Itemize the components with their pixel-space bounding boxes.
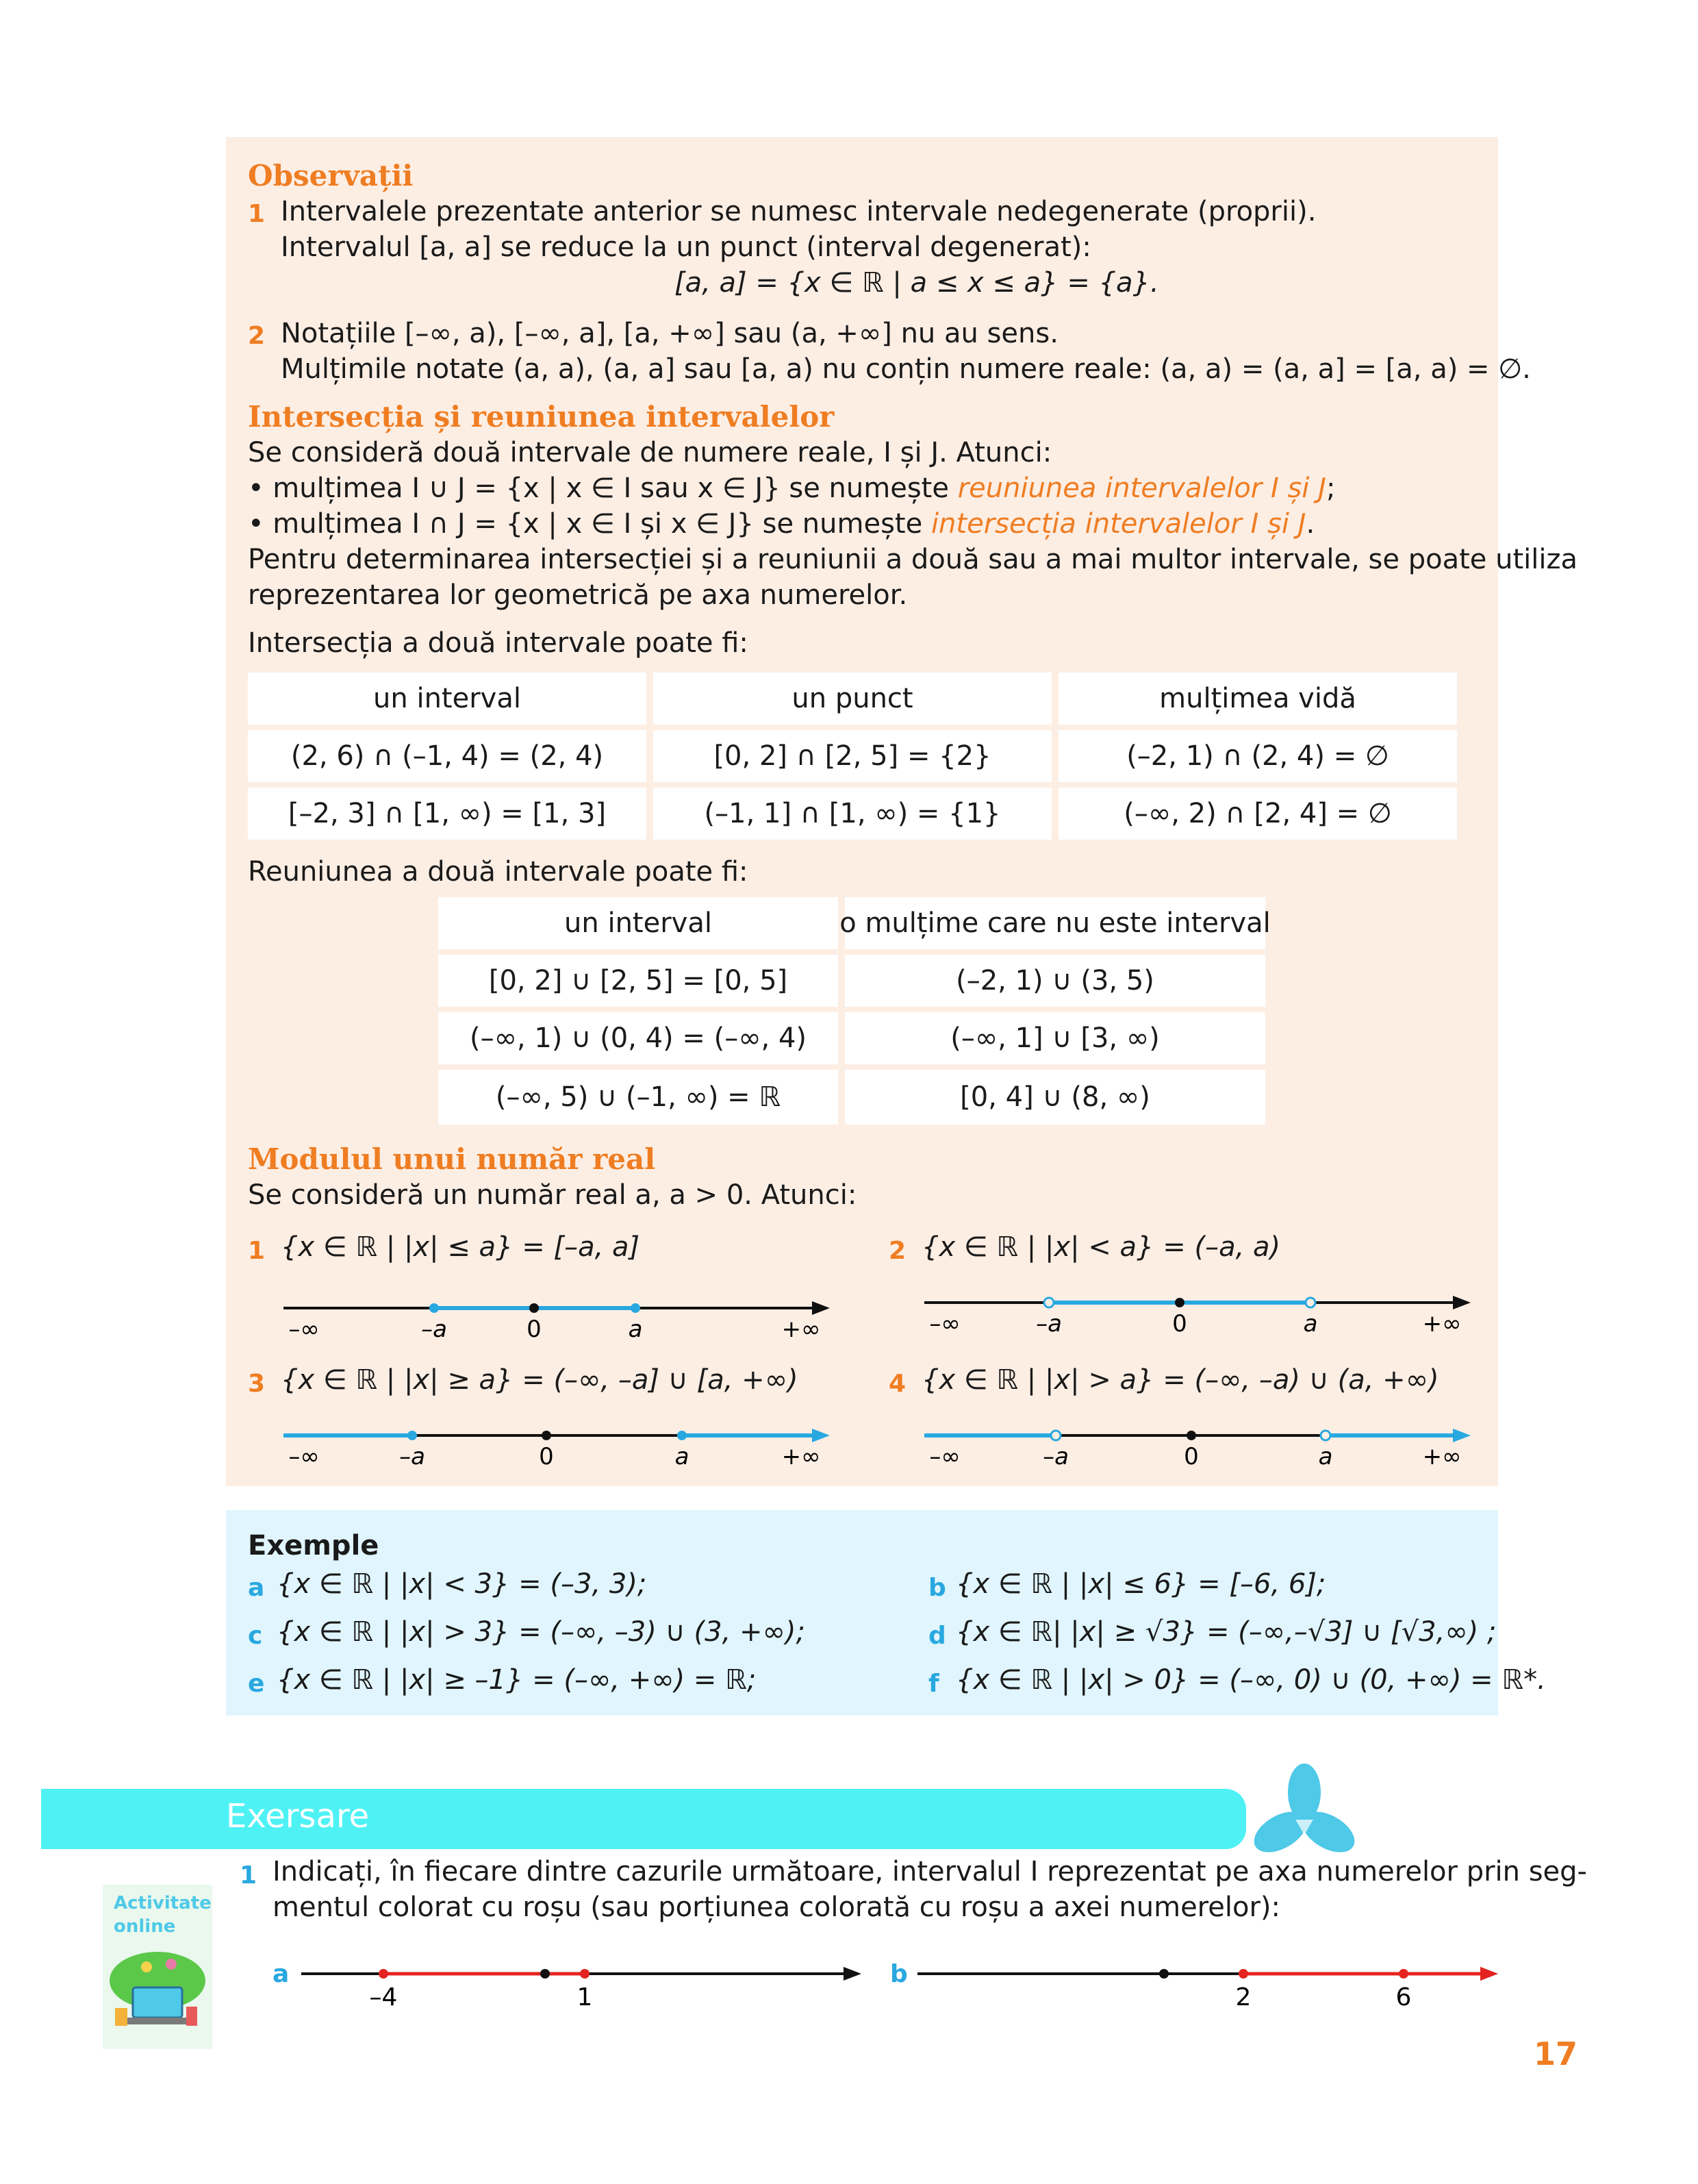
bullet-union-suffix: ; <box>1326 473 1336 504</box>
axis-label: a <box>1318 1443 1333 1470</box>
bullet-union <box>248 473 1335 504</box>
modulus-formula-4: {x ∈ ℝ | |x| > a} = (–∞, –a) ∪ (a, +∞) <box>922 1364 1439 1396</box>
bullet-union-prefix: • mulțimea I ∪ J = {x | x ∈ I sau x ∈ J} se numește <box>248 473 958 504</box>
axis-label: –∞ <box>288 1443 320 1470</box>
closed-point <box>631 1303 640 1313</box>
zero-point <box>1159 1969 1169 1979</box>
union-header-interval: un interval <box>438 897 838 949</box>
axis-label: a <box>1303 1310 1318 1337</box>
exercise-line-2: mentul colorat cu roșu (sau porțiunea colorată cu roșu a axei numerelor): <box>273 1892 1280 1923</box>
axis-label: a <box>628 1316 643 1342</box>
axis-label: 0 <box>1184 1443 1199 1470</box>
axis-label: –∞ <box>288 1316 320 1342</box>
zero-point <box>540 1969 550 1979</box>
endpoint <box>379 1969 388 1979</box>
example-formula-f: {x ∈ ℝ | |x| > 0} = (–∞, 0) ∪ (0, +∞) = ℝ*. <box>956 1664 1546 1696</box>
open-point <box>1321 1431 1330 1440</box>
exercise-line-a <box>299 1952 867 2013</box>
observations-title: Observații <box>248 159 414 192</box>
axis-label: +∞ <box>1422 1310 1462 1337</box>
intersection-cell: (2, 6) ∩ (–1, 4) = (2, 4) <box>248 730 646 782</box>
intersection-header-point: un punct <box>653 673 1052 725</box>
obs-formula-1: [a, a] = {x ∈ ℝ | a ≤ x ≤ a} = {a}. <box>674 267 1159 299</box>
arrow-head <box>812 1429 830 1442</box>
intersection-cell: (–∞, 2) ∩ [2, 4] = ∅ <box>1059 788 1457 840</box>
intersection-cell: (–2, 1) ∩ (2, 4) = ∅ <box>1059 730 1457 782</box>
online-label-2: online <box>114 1916 176 1937</box>
modulus-num-4: 4 <box>889 1370 907 1398</box>
open-point <box>1044 1298 1054 1307</box>
example-letter-a: a <box>248 1574 265 1602</box>
exercise-header: Exersare <box>226 1797 370 1835</box>
endpoint <box>580 1969 590 1979</box>
modulus-formula-1: {x ∈ ℝ | |x| ≤ a} = [–a, a] <box>281 1231 640 1263</box>
modulus-title: Modulul unui număr real <box>248 1142 656 1176</box>
union-cell: (–2, 1) ∪ (3, 5) <box>845 955 1265 1007</box>
bullet-intersection <box>248 508 1315 540</box>
intersection-title: Intersecția și reuniunea intervalelor <box>248 400 835 434</box>
number-line-2 <box>915 1275 1476 1337</box>
axis-label: 0 <box>539 1443 554 1470</box>
example-formula-b: {x ∈ ℝ | |x| ≤ 6} = [–6, 6]; <box>956 1568 1326 1600</box>
axis-label: 0 <box>1172 1310 1187 1337</box>
closed-point <box>677 1431 687 1440</box>
modulus-num-2: 2 <box>889 1237 907 1265</box>
zero-point <box>1187 1431 1196 1440</box>
modulus-num-1: 1 <box>248 1237 266 1265</box>
intersection-para-2: reprezentarea lor geometrică pe axa numerelor. <box>248 579 908 611</box>
obs-line-1: Intervalele prezentate anterior se numesc intervale nedegenerate (proprii). <box>281 196 1317 227</box>
example-formula-a: {x ∈ ℝ | |x| < 3} = (–3, 3); <box>277 1568 647 1600</box>
zero-point <box>542 1431 551 1440</box>
axis-label: +∞ <box>1422 1443 1462 1470</box>
axis-label: –∞ <box>929 1310 961 1337</box>
bullet-intersection-suffix: . <box>1306 508 1315 540</box>
page-number: 17 <box>1534 2035 1578 2072</box>
exercise-header-bar <box>41 1789 1246 1849</box>
intersection-intro: Se consideră două intervale de numere reale, I și J. Atunci: <box>248 437 1052 468</box>
example-letter-e: e <box>248 1670 265 1698</box>
axis-label: a <box>674 1443 689 1470</box>
closed-point <box>407 1431 417 1440</box>
obs-line-2: Intervalul [a, a] se reduce la un punct (interval degenerat): <box>281 231 1091 263</box>
exercise-number-1: 1 <box>240 1861 257 1890</box>
arrow-head-red <box>1480 1967 1498 1981</box>
union-cell: [0, 4] ∪ (8, ∞) <box>845 1070 1265 1125</box>
intersection-cell: (–1, 1] ∩ [1, ∞) = {1} <box>653 788 1052 840</box>
modulus-formula-3: {x ∈ ℝ | |x| ≥ a} = (–∞, –a] ∪ [a, +∞) <box>281 1364 798 1396</box>
number-line-4 <box>915 1408 1476 1470</box>
closed-point <box>429 1303 439 1313</box>
axis-label: 2 <box>1235 1983 1252 2011</box>
number-line-3 <box>274 1408 835 1470</box>
online-label-1: Activitate <box>114 1893 212 1913</box>
open-point <box>1051 1431 1061 1440</box>
intersection-cell: [0, 2] ∩ [2, 5] = {2} <box>653 730 1052 782</box>
arrow-head <box>1453 1296 1471 1309</box>
modulus-formula-2: {x ∈ ℝ | |x| < a} = (–a, a) <box>922 1231 1281 1263</box>
exercise-a-letter: a <box>273 1960 290 1988</box>
union-cell: (–∞, 1] ∪ [3, ∞) <box>845 1012 1265 1064</box>
union-cell: [0, 2] ∪ [2, 5] = [0, 5] <box>438 955 838 1007</box>
endpoint <box>1239 1969 1248 1979</box>
obs-line-3: Notațiile [–∞, a), [–∞, a], [a, +∞] sau (a, +∞] nu au sens. <box>281 318 1059 349</box>
example-formula-d: {x ∈ ℝ| |x| ≥ √3} = (–∞,–√3] ∪ [√3,∞) ; <box>956 1616 1497 1648</box>
example-letter-b: b <box>928 1574 946 1602</box>
axis-label: –a <box>399 1443 425 1470</box>
modulus-num-3: 3 <box>248 1370 266 1398</box>
intersection-cell: [–2, 3] ∩ [1, ∞) = [1, 3] <box>248 788 646 840</box>
obs-line-4: Mulțimile notate (a, a), (a, a] sau [a, a) nu conțin numere reale: (a, a) = (a, a] = [a, a) = ∅. <box>281 353 1531 385</box>
bullet-intersection-prefix: • mulțimea I ∩ J = {x | x ∈ I și x ∈ J} se numește <box>248 508 931 540</box>
axis-label: 1 <box>576 1983 593 2011</box>
intersection-para-1: Pentru determinarea intersecției și a reuniunii a două sau a mai multor intervale, se poate utiliza <box>248 544 1577 575</box>
example-letter-d: d <box>928 1622 946 1650</box>
union-table-label: Reuniunea a două intervale poate fi: <box>248 856 748 888</box>
intersection-table-label: Intersecția a două intervale poate fi: <box>248 627 748 659</box>
arrow-head <box>844 1967 861 1981</box>
zero-point <box>529 1303 539 1313</box>
obs-number-1: 1 <box>248 200 266 228</box>
axis-label: –a <box>1043 1443 1069 1470</box>
example-letter-c: c <box>248 1622 263 1650</box>
obs-number-2: 2 <box>248 322 266 350</box>
open-point <box>1306 1298 1315 1307</box>
intersection-header-interval: un interval <box>248 673 646 725</box>
axis-label: –a <box>1036 1310 1062 1337</box>
modulus-intro: Se consideră un număr real a, a > 0. Atunci: <box>248 1179 857 1211</box>
online-activity-badge[interactable] <box>103 1885 212 2049</box>
exercise-line-1: Indicați, în fiecare dintre cazurile următoare, intervalul I reprezentat pe axa numerelor prin seg- <box>273 1856 1587 1887</box>
axis-label: +∞ <box>781 1443 821 1470</box>
arrow-head <box>1453 1429 1471 1442</box>
endpoint <box>1399 1969 1408 1979</box>
arrow-head <box>812 1301 830 1315</box>
bullet-union-term: reuniunea intervalelor I și J <box>957 473 1326 504</box>
union-header-noninterval: o mulțime care nu este interval <box>845 897 1265 949</box>
union-cell: (–∞, 5) ∪ (–1, ∞) = ℝ <box>438 1070 838 1125</box>
axis-label: –a <box>421 1316 447 1342</box>
union-cell: (–∞, 1) ∪ (0, 4) = (–∞, 4) <box>438 1012 838 1064</box>
axis-label: –4 <box>369 1983 398 2011</box>
zero-point <box>1175 1298 1184 1307</box>
laptop-tree-icon <box>105 1940 210 2042</box>
axis-label: –∞ <box>929 1443 961 1470</box>
examples-title: Exemple <box>248 1530 379 1561</box>
axis-label: +∞ <box>781 1316 821 1342</box>
example-formula-e: {x ∈ ℝ | |x| ≥ –1} = (–∞, +∞) = ℝ; <box>277 1664 757 1696</box>
example-letter-f: f <box>928 1670 939 1698</box>
axis-label: 0 <box>527 1316 542 1342</box>
intersection-header-empty: mulțimea vidă <box>1059 673 1457 725</box>
exercise-line-b <box>915 1952 1504 2013</box>
axis-label: 6 <box>1395 1983 1412 2011</box>
number-line-1 <box>274 1281 835 1342</box>
exercise-b-letter: b <box>890 1960 908 1988</box>
example-formula-c: {x ∈ ℝ | |x| > 3} = (–∞, –3) ∪ (3, +∞); <box>277 1616 805 1648</box>
trefoil-icon <box>1253 1763 1356 1859</box>
bullet-intersection-term: intersecția intervalelor I și J <box>930 508 1306 540</box>
